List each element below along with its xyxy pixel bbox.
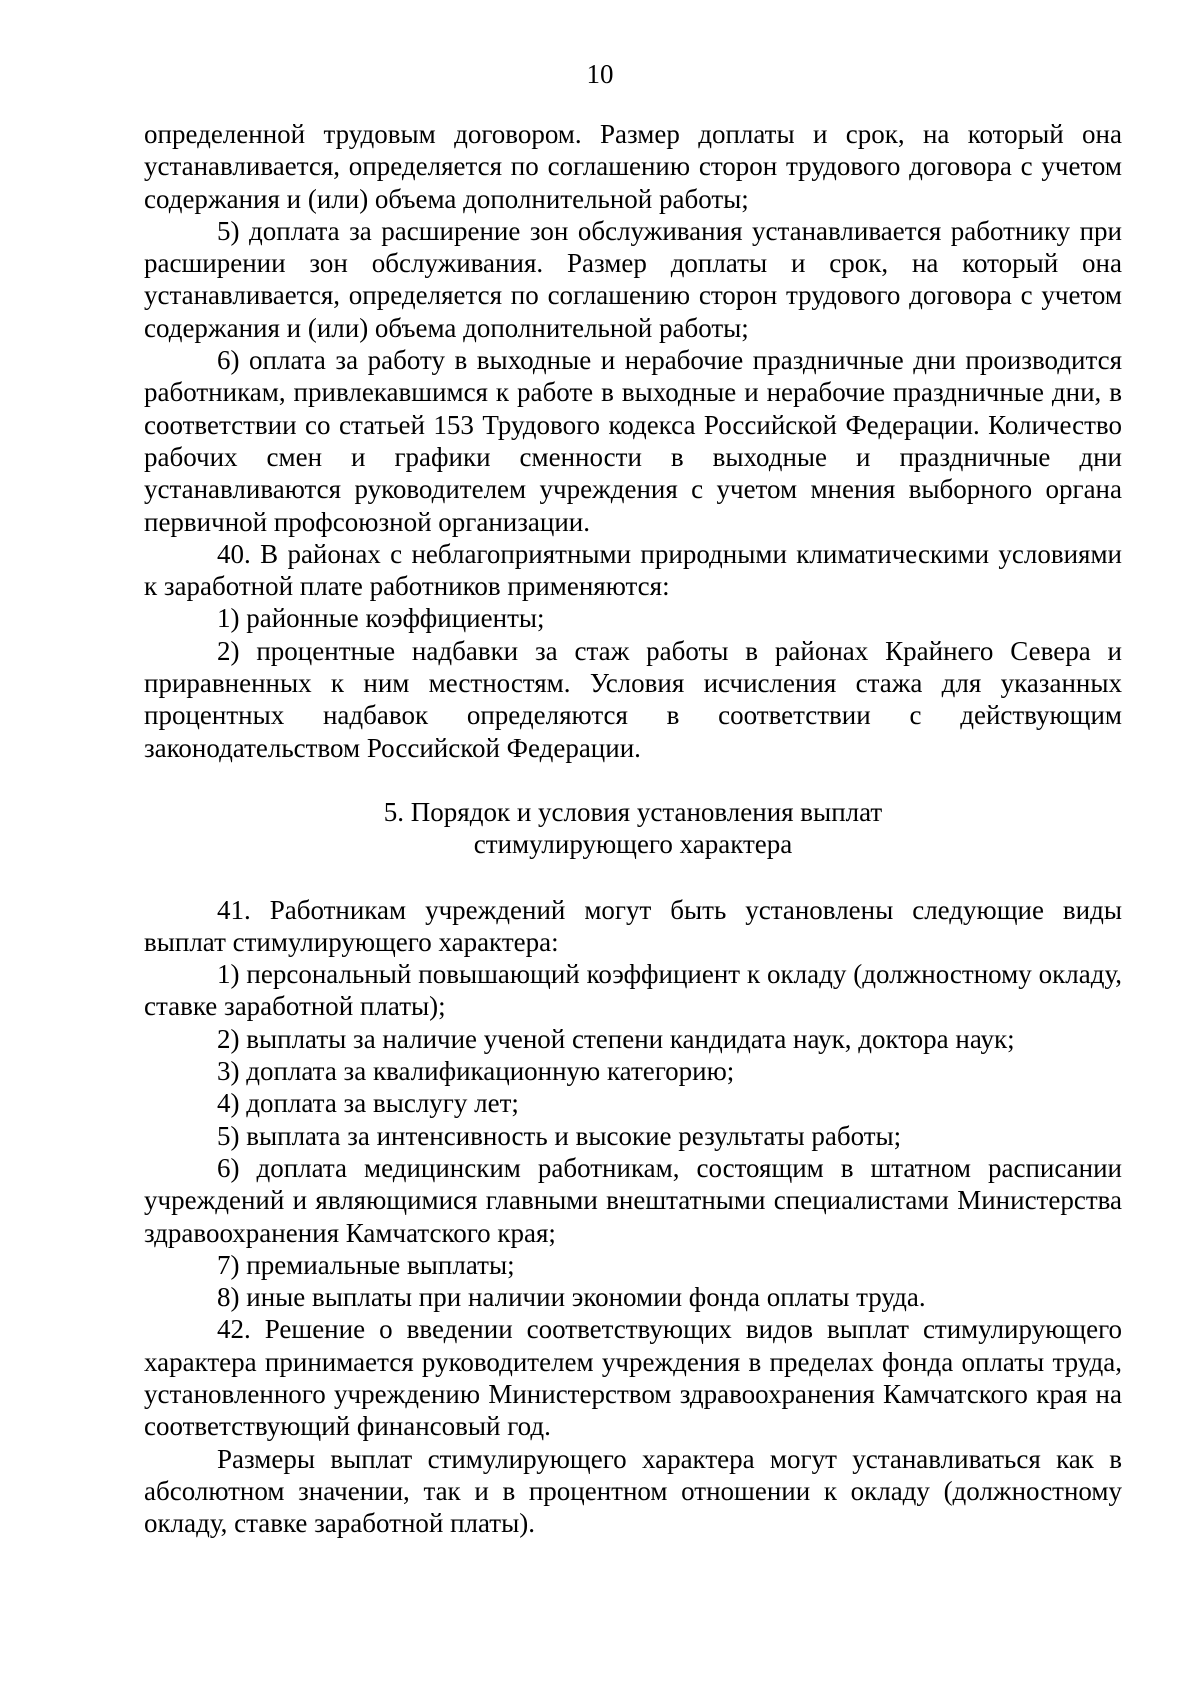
paragraph: 4) доплата за выслугу лет; bbox=[217, 1088, 519, 1119]
document-body bbox=[144, 118, 1122, 1539]
section-heading-line: стимулирующего характера bbox=[473, 829, 793, 860]
paragraph: 1) районные коэффициенты; bbox=[217, 603, 545, 634]
paragraph: 2) процентные надбавки за стаж работы в районах Крайнего Севера и приравненных к ним местностям. Условия исчисления стажа для указанных процентных надбавок определяются в соответствии с действующим законодательством Российской Федерации. bbox=[144, 635, 1122, 763]
bottom-paragraphs bbox=[144, 894, 1122, 1540]
section-heading bbox=[144, 796, 1122, 861]
paragraph: 5) выплата за интенсивность и высокие результаты работы; bbox=[217, 1120, 902, 1151]
paragraph: 41. Работникам учреждений могут быть установлены следующие виды выплат стимулирующего характера: bbox=[144, 894, 1122, 957]
paragraph: 8) иные выплаты при наличии экономии фонда оплаты труда. bbox=[217, 1282, 926, 1313]
spacer bbox=[144, 764, 1122, 796]
paragraph: 6) доплата медицинским работникам, состоящим в штатном расписании учреждений и являющимися главными внештатными специалистами Министерства здравоохранения Камчатского края; bbox=[144, 1152, 1122, 1248]
paragraph: 7) премиальные выплаты; bbox=[217, 1249, 515, 1280]
paragraph: 2) выплаты за наличие ученой степени кандидата наук, доктора наук; bbox=[217, 1023, 1015, 1054]
spacer bbox=[144, 861, 1122, 894]
paragraph: 1) персональный повышающий коэффициент к окладу (должностному окладу, ставке заработной платы); bbox=[144, 959, 1122, 1022]
paragraph: 6) оплата за работу в выходные и нерабочие праздничные дни производится работникам, привлекавшимся к работе в выходные и нерабочие праздничные дни, в соответствии со статьей 153 Трудового кодекса Российской Федерации. Количество рабочих смен и графики сменности в выходные и праздничные дни устанавливаются руководителем учреждения с учетом мнения выборного органа первичной профсоюзной организации. bbox=[144, 345, 1122, 537]
paragraph: Размеры выплат стимулирующего характера могут устанавливаться как в абсолютном значении, так и в процентном отношении к окладу (должностному окладу, ставке заработной платы). bbox=[144, 1443, 1122, 1539]
paragraph: 40. В районах с неблагоприятными природными климатическими условиями к заработной плате работников применяются: bbox=[144, 538, 1122, 602]
top-paragraphs bbox=[144, 118, 1122, 764]
page-number: 10 bbox=[586, 59, 614, 89]
paragraph: 5) доплата за расширение зон обслуживания устанавливается работнику при расширении зон обслуживания. Размер доплаты и срок, на который она устанавливается, определяется по соглашению сторон трудового договора с учетом содержания и (или) объема дополнительной работы; bbox=[144, 215, 1122, 343]
paragraph: 3) доплата за квалификационную категорию; bbox=[217, 1056, 735, 1087]
paragraph: 42. Решение о введении соответствующих видов выплат стимулирующего характера принимается руководителем учреждения в пределах фонда оплаты труда, установленного учреждению Министерством здравоохранения Камчатского края на соответствующий финансовый год. bbox=[144, 1314, 1122, 1442]
section-heading-line: 5. Порядок и условия установления выплат bbox=[383, 796, 883, 827]
paragraph: определенной трудовым договором. Размер доплаты и срок, на который она устанавливается, определяется по соглашению сторон трудового договора с учетом содержания и (или) объема дополнительной работы; bbox=[144, 119, 1122, 214]
